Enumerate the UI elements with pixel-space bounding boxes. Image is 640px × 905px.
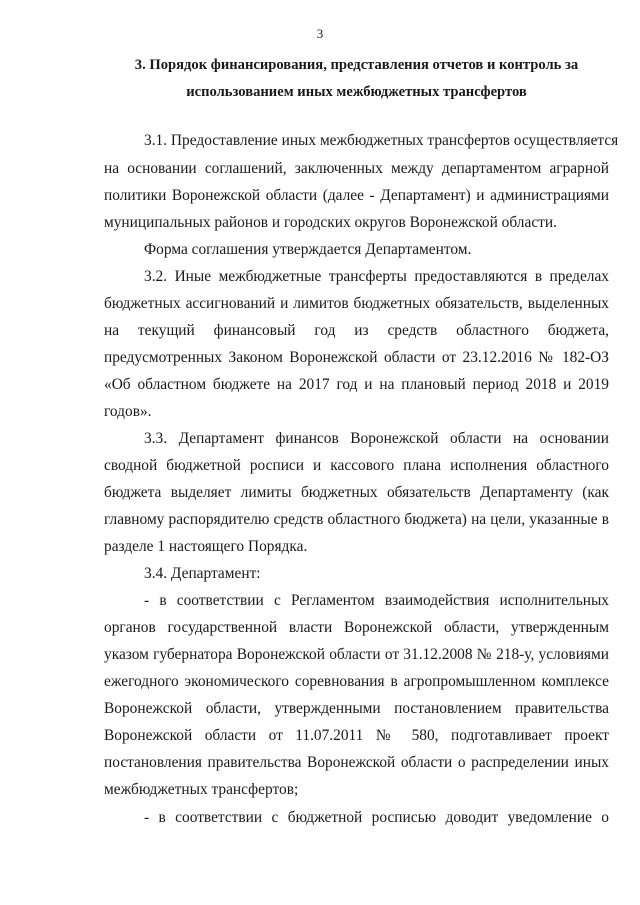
text-line: Форма соглашения утверждается Департаментом. [144, 241, 472, 258]
text-line: сводной бюджетной росписи и кассового плана исполнения областного [104, 457, 609, 474]
text-line: бюджетных ассигнований и лимитов бюджетных обязательств, выделенных [104, 295, 609, 312]
text-line: политики Воронежской области (далее - Департамент) и администрациями [104, 187, 609, 204]
text-line: на основании соглашений, заключенных между департаментом аграрной [104, 160, 609, 177]
text-line: бюджета выделяет лимиты бюджетных обязательств Департаменту (как [104, 484, 609, 501]
text-line: - в соответствии с Регламентом взаимодействия исполнительных [144, 592, 609, 609]
section-heading-line-1: 3. Порядок финансирования, представления отчетов и контроль за [134, 57, 579, 73]
text-line: органов государственной власти Воронежской области, утвержденным [104, 619, 609, 636]
text-line: главному распорядителю средств областного бюджета) на цели, указанные в [104, 511, 609, 528]
text-line: указом губернатора Воронежской области от 31.12.2008 № 218-у, условиями [104, 646, 609, 663]
text-line: постановления правительства Воронежской области о распределении иных [104, 754, 609, 771]
section-heading-line-2: использованием иных межбюджетных трансфертов [186, 84, 527, 100]
text-line: ежегодного экономического соревнования в агропромышленном комплексе [104, 673, 609, 690]
text-line: на текущий финансовый год из средств областного бюджета, [104, 322, 609, 339]
text-line: годов». [104, 403, 152, 420]
text-line: 3.2. Иные межбюджетные трансферты предоставляются в пределах [144, 268, 609, 285]
text-line: 3.4. Департамент: [144, 565, 261, 582]
text-line: 3.1. Предоставление иных межбюджетных трансфертов осуществляется [144, 132, 619, 149]
text-line: Воронежской области от 11.07.2011 № 580, подготавливает проект [104, 727, 609, 744]
text-line: - в соответствии с бюджетной росписью доводит уведомление о [144, 809, 609, 826]
text-line: муниципальных районов и городских округов Воронежской области. [104, 214, 557, 231]
text-line: разделе 1 настоящего Порядка. [104, 538, 308, 555]
text-line: «Об областном бюджете на 2017 год и на плановый период 2018 и 2019 [104, 376, 609, 393]
page-number: 3 [316, 26, 324, 41]
text-line: 3.3. Департамент финансов Воронежской области на основании [144, 430, 609, 447]
text-line: предусмотренных Законом Воронежской области от 23.12.2016 № 182-ОЗ [104, 349, 609, 366]
text-line: Воронежской области, утвержденными постановлением правительства [104, 700, 609, 717]
text-line: межбюджетных трансфертов; [104, 781, 299, 798]
